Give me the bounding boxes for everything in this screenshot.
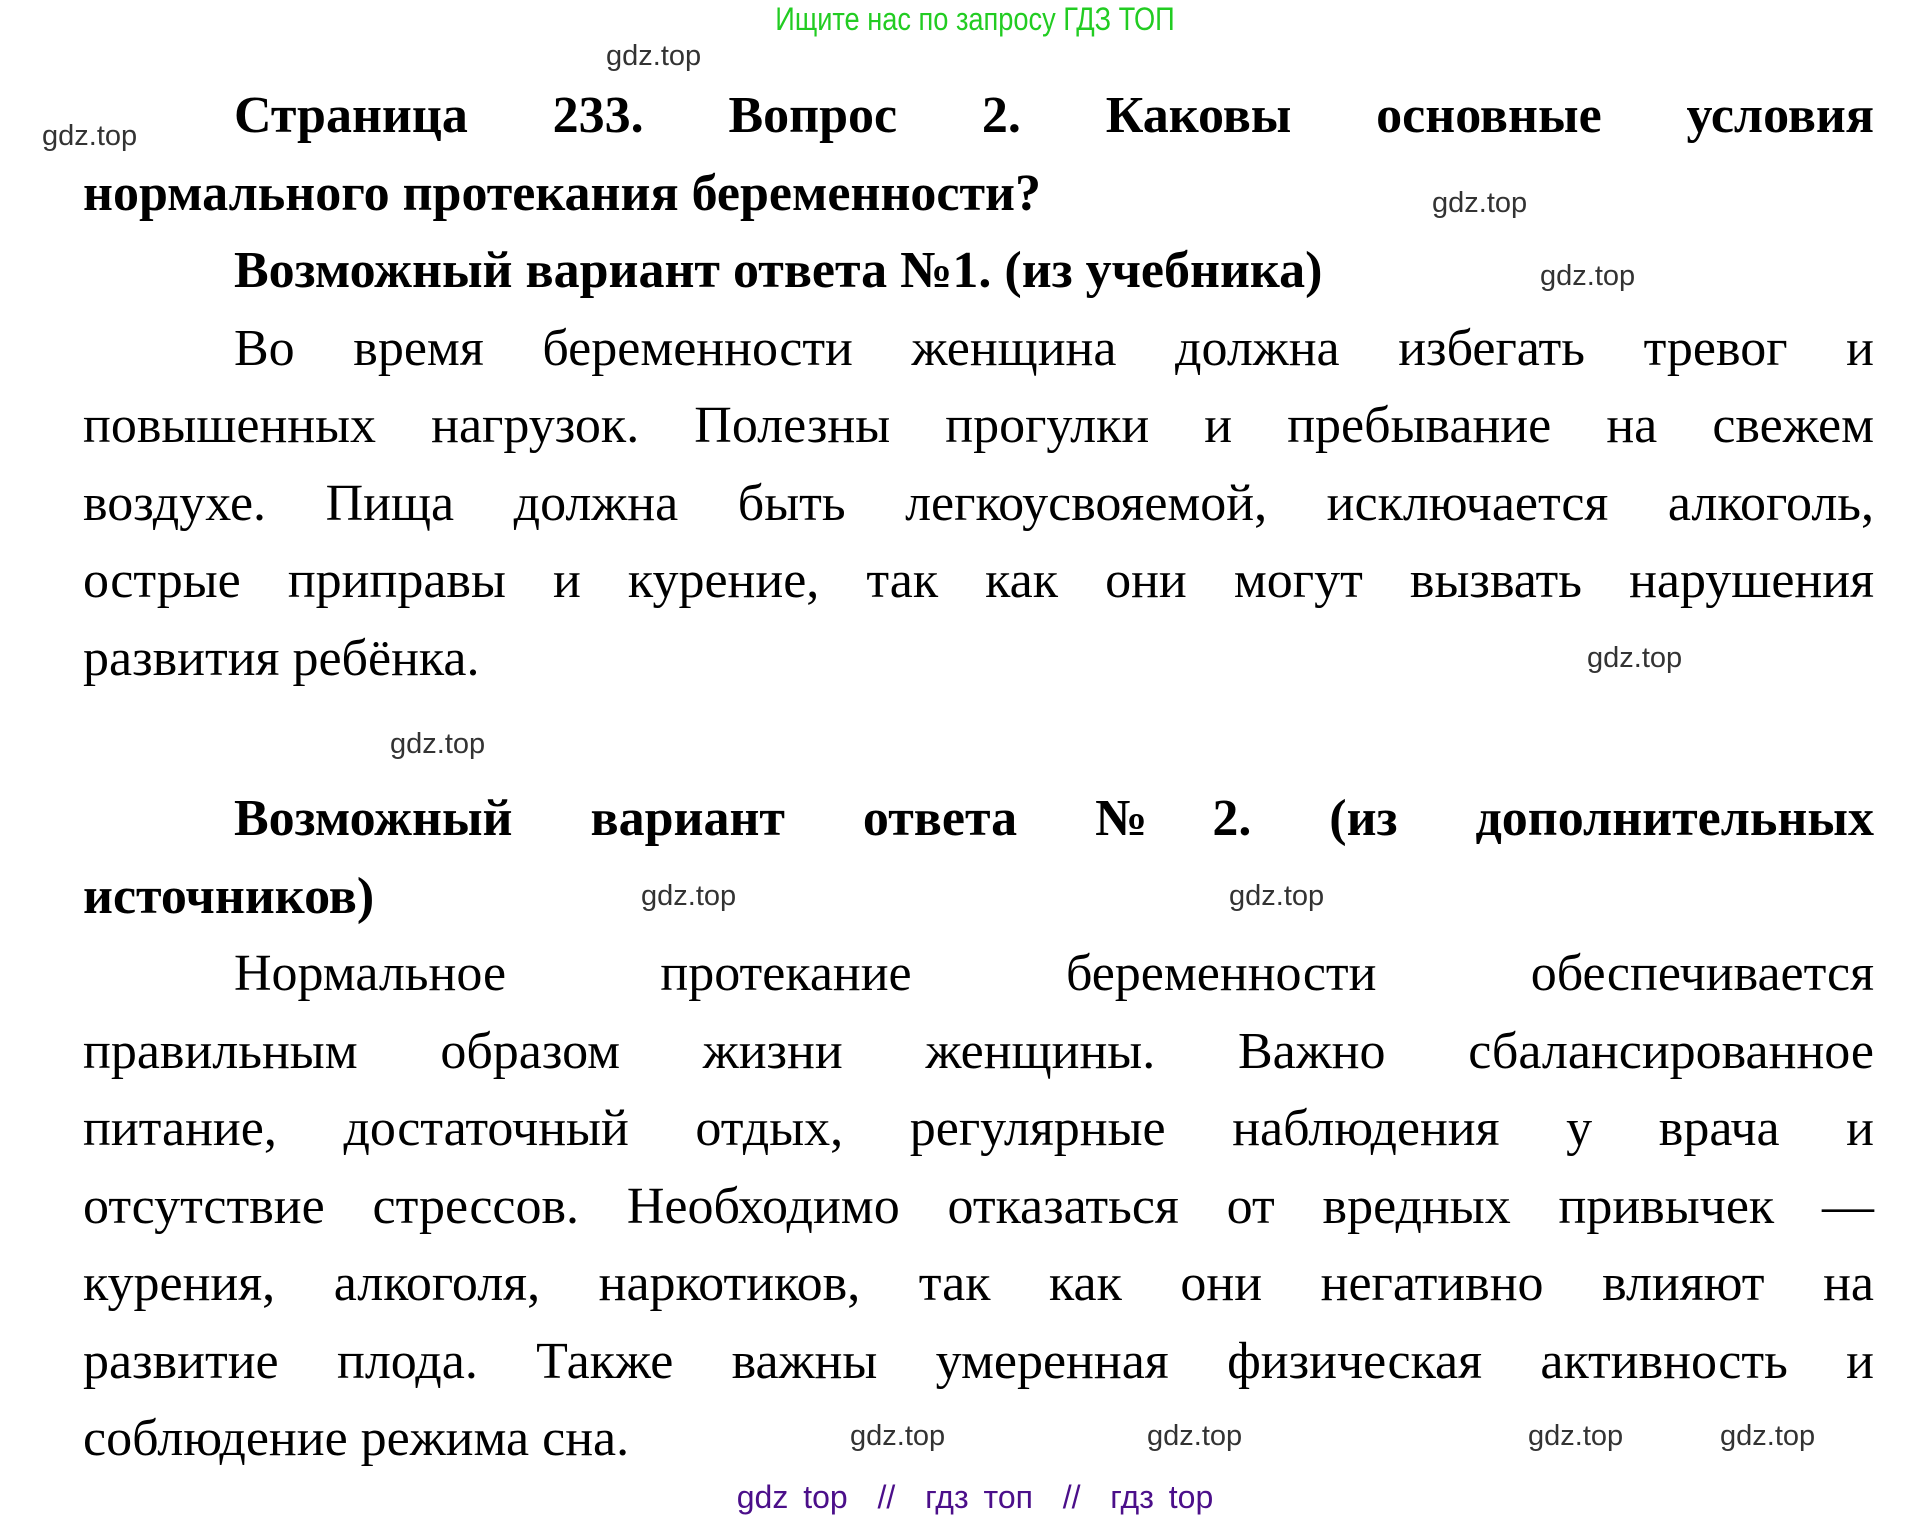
answer-heading: источников) [83, 867, 375, 925]
paragraph-line: развития ребёнка. [83, 629, 480, 687]
question-title-line: Страница 233. Вопрос 2. Каковы основные условия [234, 87, 1874, 144]
watermark: gdz.top [850, 1420, 946, 1452]
paragraph-line: острые приправы и курение, так как они могут вызвать нарушения [83, 552, 1874, 609]
watermark: gdz.top [641, 880, 737, 912]
answer-section-1 [83, 77, 1874, 697]
watermark: gdz.top [1147, 1420, 1243, 1452]
paragraph-line: питание, достаточный отдых, регулярные наблюдения у врача и [83, 1100, 1874, 1157]
watermark: gdz.top [42, 120, 138, 152]
question-title-line: нормального протекания беременности? [83, 164, 1042, 222]
watermark: gdz.top [1720, 1420, 1816, 1452]
answer-heading: Возможный вариант ответа №1. (из учебника) [234, 242, 1323, 299]
footer-watermark: gdz top // гдз топ // гдз top [736, 1479, 1214, 1515]
paragraph-line: правильным образом жизни женщины. Важно сбалансированное [83, 1022, 1874, 1080]
watermark: gdz.top [606, 40, 702, 72]
watermark: gdz.top [1229, 880, 1325, 912]
search-hint-banner: Ищите нас по запросу ГДЗ ТОП [775, 1, 1175, 37]
paragraph-line: Во время беременности женщина должна избегать тревог и [234, 319, 1874, 377]
answer-section-2 [83, 780, 1874, 1478]
watermark: gdz.top [390, 728, 486, 760]
paragraph-line: повышенных нагрузок. Полезны прогулки и пребывание на свежем [83, 397, 1874, 454]
watermark: gdz.top [1587, 642, 1683, 674]
paragraph-line: отсутствие стрессов. Необходимо отказаться от вредных привычек — [83, 1177, 1874, 1235]
paragraph-line: развитие плода. Также важны умеренная физическая активность и [83, 1332, 1874, 1390]
paragraph-line: курения, алкоголя, наркотиков, так как они негативно влияют на [83, 1255, 1874, 1312]
paragraph-line: соблюдение режима сна. [83, 1410, 630, 1467]
watermark: gdz.top [1540, 260, 1636, 292]
answer-heading: Возможный вариант ответа №2. (из дополнительных [234, 790, 1874, 847]
watermark: gdz.top [1528, 1420, 1624, 1452]
paragraph-line: воздухе. Пища должна быть легкоусвояемой, исключается алкоголь, [83, 474, 1874, 532]
paragraph-line: Нормальное протекание беременности обеспечивается [234, 945, 1874, 1002]
watermark: gdz.top [1432, 187, 1528, 219]
